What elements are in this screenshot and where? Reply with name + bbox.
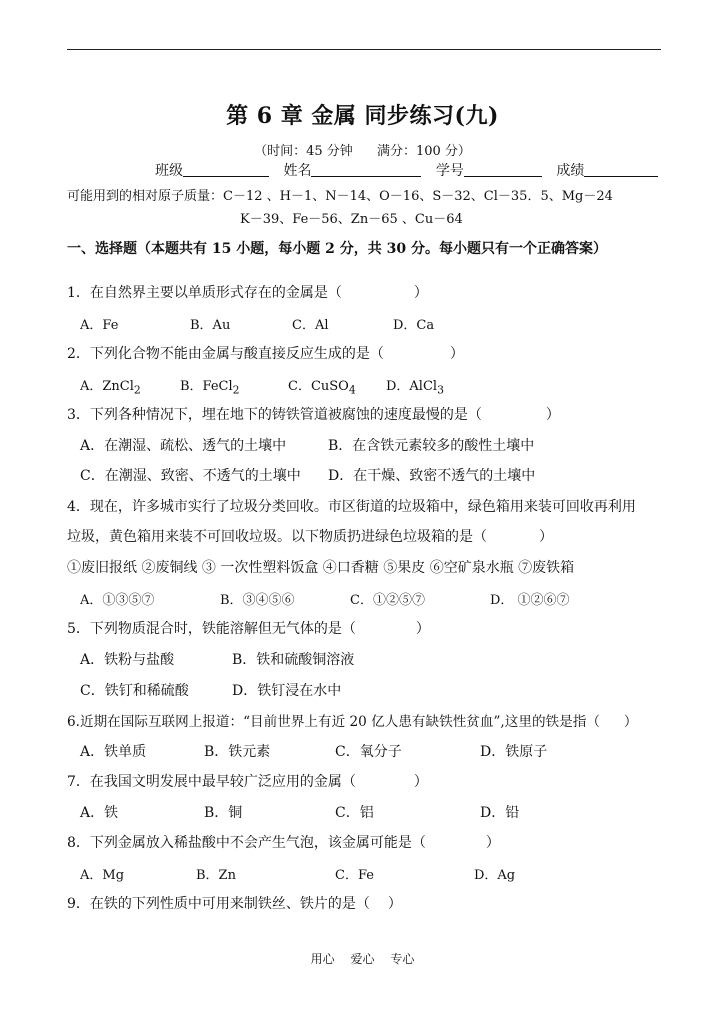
q1-option-c[interactable]: C．Al: [292, 318, 329, 333]
q4-option-b[interactable]: B．③④⑤⑥: [220, 593, 295, 608]
q7-option-a[interactable]: A．铁: [80, 805, 119, 821]
q2-option-b[interactable]: B．FeCl$_2$: [180, 379, 240, 397]
q3-option-a[interactable]: A．在潮湿、疏松、透气的土壤中: [80, 438, 287, 454]
question-9-stem: 9．在铁的下列性质中可用来制铁丝、铁片的是（: [67, 896, 370, 912]
q7-option-d[interactable]: D．铅: [480, 805, 520, 821]
question-1: [67, 282, 428, 302]
question-9-paren: ）: [387, 896, 402, 912]
q5-option-a[interactable]: A．铁粉与盐酸: [80, 652, 175, 668]
q6-option-d[interactable]: D．铁原子: [480, 744, 548, 760]
q7-option-c[interactable]: C．铝: [335, 805, 374, 821]
q6-option-a[interactable]: A．铁单质: [80, 744, 147, 760]
q1-option-b[interactable]: B．Au: [190, 318, 231, 333]
question-3-stem: 3．下列各种情况下，埋在地下的铸铁管道被腐蚀的速度最慢的是（: [67, 407, 482, 423]
q4-option-a[interactable]: A．①③⑤⑦: [80, 593, 155, 608]
question-6-stem: 6.近期在国际互联网上报道：“目前世界上有近 20 亿人患有缺铁性贫血”,这里的铁是指（: [67, 714, 600, 730]
question-4-stem: 垃圾，黄色箱用来装不可回收垃圾。以下物质扔进绿色垃圾箱的是（: [67, 529, 487, 545]
question-1-stem: 1．在自然界主要以单质形式存在的金属是（: [67, 285, 342, 301]
question-4-items: ①废旧报纸 ②废铜线 ③ 一次性塑料饭盒 ④口香糖 ⑤果皮 ⑥空矿泉水瓶 ⑦废铁箱: [67, 560, 575, 576]
question-3: [67, 404, 560, 424]
q6-option-b[interactable]: B．铁元素: [204, 744, 271, 760]
q7-option-b[interactable]: B．铜: [204, 805, 243, 821]
question-7: [67, 771, 428, 791]
q6-option-c[interactable]: C．氧分子: [335, 744, 402, 760]
question-4-paren: ）: [539, 529, 553, 545]
question-4-line-1: 4．现在，许多城市实行了垃圾分类回收。市区街道的垃圾箱中，绿色箱用来装可回收再利用: [67, 499, 636, 515]
q3-option-c[interactable]: C．在潮湿、致密、不透气的土壤中: [80, 468, 301, 484]
grade-label: 成绩: [556, 163, 585, 179]
question-1-paren: ）: [413, 285, 428, 301]
q1-option-a[interactable]: A．Fe: [80, 318, 119, 333]
question-9: [67, 893, 402, 913]
page-title: 第 6 章 金属 同步练习(九): [226, 103, 499, 129]
q1-option-d[interactable]: D．Ca: [393, 318, 435, 333]
q2-option-d[interactable]: D．AlCl$_3$: [386, 379, 444, 397]
question-3-paren: ）: [545, 407, 560, 423]
question-6-paren: ）: [623, 714, 638, 730]
atomic-mass-line-1: 可能用到的相对原子质量：C－12 、H－1、N－14、O－16、S－32、Cl－35．5、Mg－24: [67, 189, 613, 204]
q3-option-d[interactable]: D．在干燥、致密不透气的土壤中: [328, 468, 536, 484]
section-heading: 一、选择题（本题共有 15 小题，每小题 2 分，共 30 分。每小题只有一个正确答案）: [67, 241, 607, 257]
name-blank[interactable]: [311, 162, 421, 177]
question-8-stem: 8．下列金属放入稀盐酸中不会产生气泡，该金属可能是（: [67, 835, 426, 851]
id-label: 学号: [435, 163, 464, 179]
q3-option-b[interactable]: B．在含铁元素较多的酸性土壤中: [328, 438, 535, 454]
q5-option-b[interactable]: B．铁和硫酸铜溶液: [232, 652, 355, 668]
footer-text-1: 用心: [310, 952, 335, 966]
header-rule: [67, 49, 661, 50]
question-7-paren: ）: [413, 774, 428, 790]
student-info-line: [155, 160, 668, 180]
page-footer: [0, 950, 725, 967]
q8-option-b[interactable]: B．Zn: [196, 868, 236, 883]
class-label: 班级: [155, 163, 183, 179]
question-8: [67, 832, 500, 852]
question-4-line-2: [67, 526, 553, 546]
q4-option-d[interactable]: D． ①②⑥⑦: [490, 593, 570, 608]
atomic-mass-line-2: K－39、Fe－56、Zn－65 、Cu－64: [240, 212, 463, 227]
class-blank[interactable]: [183, 162, 269, 177]
id-blank[interactable]: [464, 162, 542, 177]
question-6: [67, 710, 638, 730]
q8-option-a[interactable]: A．Mg: [80, 868, 125, 883]
q8-option-d[interactable]: D．Ag: [474, 868, 516, 883]
question-5-stem: 5．下列物质混合时，铁能溶解但无气体的是（: [67, 621, 356, 637]
question-2-stem: 2．下列化合物不能由金属与酸直接反应生成的是（: [67, 346, 384, 362]
q8-option-c[interactable]: C．Fe: [335, 868, 374, 883]
question-2: [67, 343, 464, 363]
q2-option-a[interactable]: A．ZnCl$_2$: [80, 379, 141, 397]
question-2-paren: ）: [449, 346, 464, 362]
q4-option-c[interactable]: C．①②⑤⑦: [350, 593, 425, 608]
footer-text-2: 爱心: [350, 952, 375, 966]
exam-score: 满分：100 分）: [376, 144, 471, 159]
q5-option-d[interactable]: D．铁钉浸在水中: [232, 683, 342, 699]
question-8-paren: ）: [485, 835, 500, 851]
question-5: [67, 618, 430, 638]
grade-blank[interactable]: [584, 162, 658, 177]
question-5-paren: ）: [415, 621, 430, 637]
question-7-stem: 7．在我国文明发展中最早较广泛应用的金属（: [67, 774, 356, 790]
exam-subtitle: [0, 140, 725, 159]
name-label: 姓名: [283, 163, 312, 179]
footer-text-3: 专心: [390, 952, 415, 966]
exam-time: （时间：45 分钟: [254, 144, 353, 159]
q2-option-c[interactable]: C．CuSO$_4$: [288, 379, 356, 397]
q5-option-c[interactable]: C．铁钉和稀硫酸: [80, 683, 189, 699]
